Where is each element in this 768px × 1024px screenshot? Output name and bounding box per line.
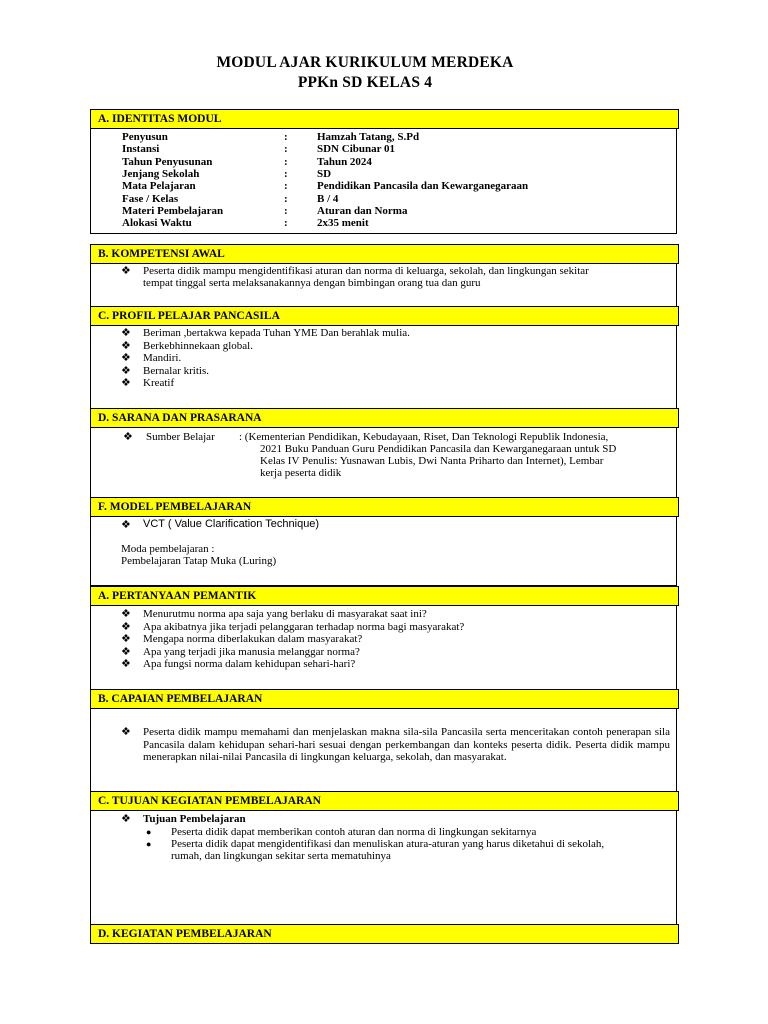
identitas-separator: : [284,143,288,156]
profil-item: Kreatif [143,377,175,389]
section-header-identitas: A. IDENTITAS MODUL [90,109,679,129]
identitas-value: 2x35 menit [317,217,369,230]
bullet-diamond-icon: ❖ [121,658,131,671]
tujuan-subheading: Tujuan Pembelajaran [143,813,246,825]
identitas-value: Tahun 2024 [317,155,372,168]
identitas-label: Materi Pembelajaran [122,204,224,217]
capaian-text: Peserta didik mampu memahami dan menjelaskan makna sila-sila Pancasila serta menceritakan contoh penerapan sila Pancasila dalam kehidupan sehari-hari sesuai dengan perkembangan dan konteks peserta didik. Peserta didik mampu menerapkan nilai-nilai Pancasila di lingkungan keluarga, sekolah, dan masyarakat. [143,726,670,763]
identitas-label: Penyusun [122,131,168,143]
bullet-diamond-icon: ❖ [121,519,131,531]
kompetensi-text-line1: Peserta didik mampu mengidentifikasi aturan dan norma di keluarga, sekolah, dan lingkungan sekitar [143,265,589,277]
identitas-label: Mata Pelajaran [122,180,196,193]
tujuan-item-1: Peserta didik dapat memberikan contoh aturan dan norma di lingkungan sekitarnya [171,826,537,838]
bullet-diamond-icon: ❖ [123,431,133,443]
section-header-capaian: B. CAPAIAN PEMBELAJARAN [90,689,679,709]
bullet-diamond-icon: ❖ [121,339,131,352]
moda-value: Pembelajaran Tatap Muka (Luring) [121,555,277,567]
bullet-dot-icon: ● [146,827,152,837]
identitas-value: Pendidikan Pancasila dan Kewarganegaraan [317,180,529,193]
identitas-value: Hamzah Tatang, S.Pd [317,131,420,143]
identitas-value: B / 4 [317,192,339,205]
section-header-tujuan: C. TUJUAN KEGIATAN PEMBELAJARAN [90,791,679,811]
sarana-text-line2: 2021 Buku Panduan Guru Pendidikan Pancasila dan Kewarganegaraan untuk SD [260,443,617,455]
identitas-label: Alokasi Waktu [122,217,192,230]
section-header-pertanyaan: A. PERTANYAAN PEMANTIK [90,586,679,606]
identitas-separator: : [284,204,288,217]
identitas-value: SD [317,167,332,180]
bullet-diamond-icon: ❖ [121,608,131,620]
profil-item: Beriman ,bertakwa kepada Tuhan YME Dan berahlak mulia. [143,327,410,339]
bullet-diamond-icon: ❖ [121,265,131,277]
profil-item: Berkebhinnekaan global. [143,339,253,352]
pertanyaan-item: Mengapa norma diberlakukan dalam masyarakat? [143,633,363,646]
model-vct: VCT ( Value Clarification Technique) [143,518,320,530]
identitas-separator: : [284,192,288,205]
section-header-kompetensi: B. KOMPETENSI AWAL [90,244,679,264]
sarana-text-line3: Kelas IV Penulis: Yusnawan Lubis, Dwi Nanta Priharto dan Internet), Lembar [260,455,604,467]
identitas-separator: : [284,167,288,180]
bullet-diamond-icon: ❖ [121,813,131,825]
kompetensi-text-line2: tempat tinggal serta melaksanakannya dengan bimbingan orang tua dan guru [143,277,481,289]
bullet-diamond-icon: ❖ [121,377,131,389]
section-header-profil: C. PROFIL PELAJAR PANCASILA [90,306,679,326]
pertanyaan-item: Apa akibatnya jika terjadi pelanggaran terhadap norma bagi masyarakat? [143,620,465,633]
section-header-kegiatan: D. KEGIATAN PEMBELAJARAN [90,924,679,944]
bullet-diamond-icon: ❖ [121,726,131,738]
profil-item: Mandiri. [143,352,182,364]
sarana-label: Sumber Belajar [146,431,215,443]
moda-label: Moda pembelajaran : [121,543,215,555]
identitas-label: Fase / Kelas [122,192,179,205]
profil-item: Bernalar kritis. [143,364,209,377]
identitas-separator: : [284,217,288,230]
bullet-diamond-icon: ❖ [121,364,131,377]
document-subtitle: PPKn SD KELAS 4 [297,74,433,91]
identitas-label: Tahun Penyusunan [122,155,213,168]
identitas-separator: : [284,155,288,168]
bullet-dot-icon: ● [146,839,152,849]
bullet-diamond-icon: ❖ [121,633,131,646]
identitas-separator: : [284,131,288,143]
pertanyaan-item: Apa yang terjadi jika manusia melanggar norma? [143,645,360,658]
sarana-text-line1: : (Kementerian Pendidikan, Kebudayaan, Riset, Dan Teknologi Republik Indonesia, [239,431,609,443]
sarana-text-line4: kerja peserta didik [260,467,342,479]
tujuan-item-2-line1: Peserta didik dapat mengidentifikasi dan menuliskan atura-aturan yang harus diketahui di sekolah, [171,838,605,850]
identitas-label: Jenjang Sekolah [122,167,200,180]
bullet-diamond-icon: ❖ [121,327,131,339]
section-header-model: F. MODEL PEMBELAJARAN [90,497,679,517]
bullet-diamond-icon: ❖ [121,620,131,633]
identitas-value: SDN Cibunar 01 [317,143,396,156]
pertanyaan-item: Menurutmu norma apa saja yang berlaku di masyarakat saat ini? [143,608,427,620]
pertanyaan-item: Apa fungsi norma dalam kehidupan sehari-hari? [143,658,356,671]
bullet-diamond-icon: ❖ [121,352,131,364]
bullet-diamond-icon: ❖ [121,645,131,658]
identitas-separator: : [284,180,288,193]
identitas-label: Instansi [122,143,160,156]
tujuan-item-2-line2: rumah, dan lingkungan sekitar serta mematuhinya [171,850,391,862]
section-header-sarana: D. SARANA DAN PRASARANA [90,408,679,428]
document-title: MODUL AJAR KURIKULUM MERDEKA [216,54,514,71]
identitas-value: Aturan dan Norma [317,204,408,217]
